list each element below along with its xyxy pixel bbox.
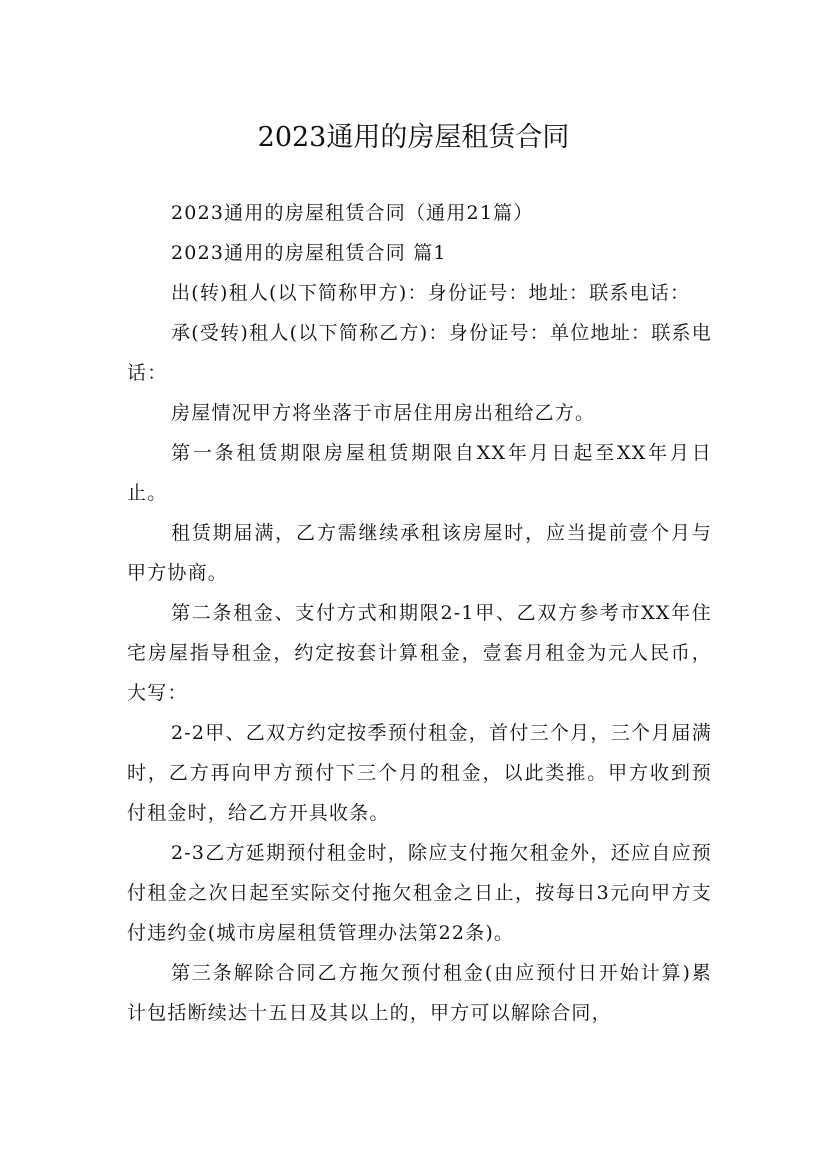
paragraph-section-heading: 2023通用的房屋租赁合同 篇1 — [171, 242, 447, 264]
paragraph-article-2: 第二条租金、支付方式和期限2-1甲、乙双方参考市XX年住宅房屋指导租金，约定按套计算租金，壹套月租金为元人民币，大写： — [127, 602, 712, 704]
paragraph-property: 房屋情况甲方将坐落于市居住用房出租给乙方。 — [171, 402, 596, 424]
paragraph-article-1: 第一条租赁期限房屋租赁期限自XX年月日起至XX年月日止。 — [127, 442, 712, 504]
paragraph-renewal: 租赁期届满，乙方需继续承租该房屋时，应当提前壹个月与甲方协商。 — [127, 522, 712, 584]
paragraph-clause-2-2: 2-2甲、乙双方约定按季预付租金，首付三个月，三个月届满时，乙方再向甲方预付下三个月的租金，以此类推。甲方收到预付租金时，给乙方开具收条。 — [127, 722, 712, 824]
paragraph-subtitle: 2023通用的房屋租赁合同（通用21篇） — [171, 202, 534, 224]
paragraph-article-3: 第三条解除合同乙方拖欠预付租金(由应预付日开始计算)累计包括断续达十五日及其以上的，甲方可以解除合同， — [127, 962, 712, 1024]
paragraph-lessor: 出(转)租人(以下简称甲方)：身份证号：地址：联系电话： — [171, 282, 691, 304]
document-body — [127, 193, 712, 1033]
document-title: 2023通用的房屋租赁合同 — [257, 122, 570, 154]
paragraph-lessee: 承(受转)租人(以下简称乙方)：身份证号：单位地址：联系电话： — [127, 322, 712, 384]
paragraph-clause-2-3: 2-3乙方延期预付租金时，除应支付拖欠租金外，还应自应预付租金之次日起至实际交付拖欠租金之日止，按每日3元向甲方支付违约金(城市房屋租赁管理办法第22条)。 — [127, 842, 712, 944]
